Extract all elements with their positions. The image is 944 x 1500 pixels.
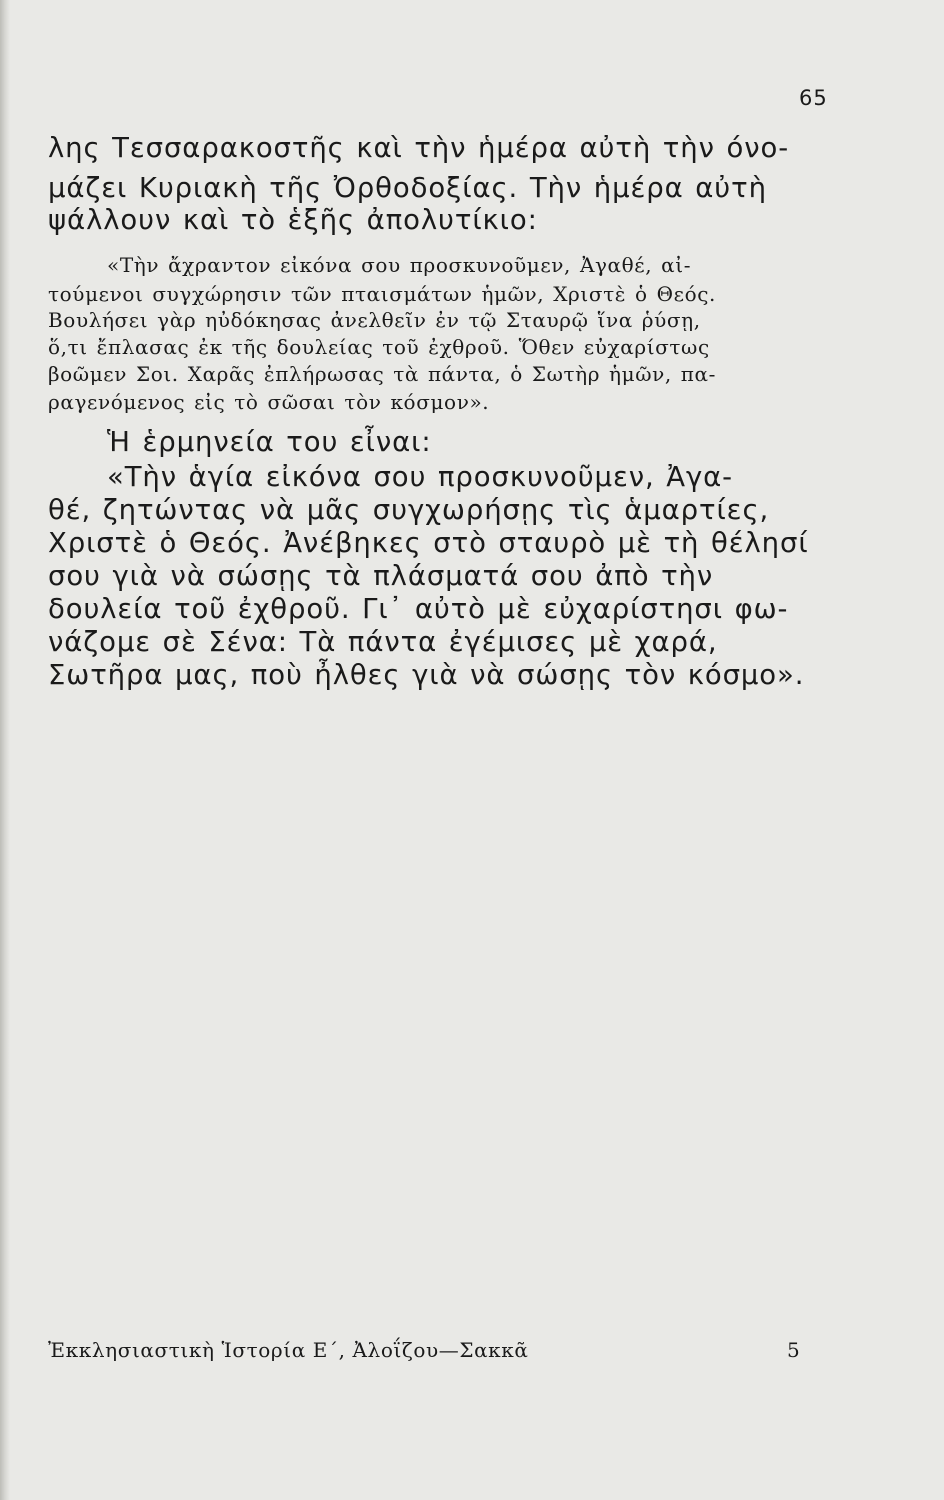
interpretation-line: Χριστὲ ὁ Θεός. Ἀνέβηκες στὸ σταυρὸ μὲ τὴ θέλησί xyxy=(48,527,809,559)
interpretation-line: Σωτῆρα μας, ποὺ ἦλθες γιὰ νὰ σώσῃς τὸν κόσμο». xyxy=(48,659,805,691)
text-line: μάζει Κυριακὴ τῆς Ὀρθοδοξίας. Τὴν ἡμέρα αὐτὴ xyxy=(48,172,767,204)
text-line: ψάλλουν καὶ τὸ ἑξῆς ἀπολυτίκιο: xyxy=(48,204,538,236)
interpretation-line: νάζομε σὲ Σένα: Τὰ πάντα ἐγέμισες μὲ χαρά, xyxy=(48,626,718,658)
interpretation-heading: Ἡ ἑρμηνεία του εἶναι: xyxy=(107,426,432,458)
hymn-line: τούμενοι συγχώρησιν τῶν πταισμάτων ἡμῶν, Χριστὲ ὁ Θεός. xyxy=(48,282,717,306)
interpretation-line: θέ, ζητώντας νὰ μᾶς συγχωρήσῃς τὶς ἁμαρτίες, xyxy=(48,494,770,526)
hymn-line: «Τὴν ἄχραντον εἰκόνα σου προσκυνοῦμεν, Ἀγαθέ, αἰ- xyxy=(107,253,692,277)
page-edge xyxy=(0,0,10,1500)
footer-book-title: Ἐκκλησιαστικὴ Ἱστορία Ε΄, Ἀλοΐζου—Σακκᾶ xyxy=(48,1338,529,1362)
interpretation-line: σου γιὰ νὰ σώσῃς τὰ πλάσματά σου ἀπὸ τὴν xyxy=(48,560,714,592)
hymn-line: ὅ,τι ἔπλασας ἐκ τῆς δουλείας τοῦ ἐχθροῦ. Ὅθεν εὐχαρίστως xyxy=(48,335,710,359)
hymn-line: βοῶμεν Σοι. Χαρᾶς ἐπλήρωσας τὰ πάντα, ὁ Σωτὴρ ἡμῶν, πα- xyxy=(48,362,717,386)
text-line: λης Τεσσαρακοστῆς καὶ τὴν ἡμέρα αὐτὴ τὴν όνο- xyxy=(48,132,790,164)
hymn-line: ραγενόμενος εἰς τὸ σῶσαι τὸν κόσμον». xyxy=(48,390,490,414)
interpretation-line: «Τὴν ἁγία εἰκόνα σου προσκυνοῦμεν, Ἀγα- xyxy=(107,461,733,493)
hymn-line: Βουλήσει γὰρ ηὐδόκησας ἀνελθεῖν ἐν τῷ Σταυρῷ ἵνα ῥύσῃ, xyxy=(48,308,701,332)
footer-signature: 5 xyxy=(787,1338,801,1362)
interpretation-line: δουλεία τοῦ ἐχθροῦ. Γι᾽ αὐτὸ μὲ εὐχαρίστησι φω- xyxy=(48,593,789,625)
page-number: 65 xyxy=(799,86,828,110)
